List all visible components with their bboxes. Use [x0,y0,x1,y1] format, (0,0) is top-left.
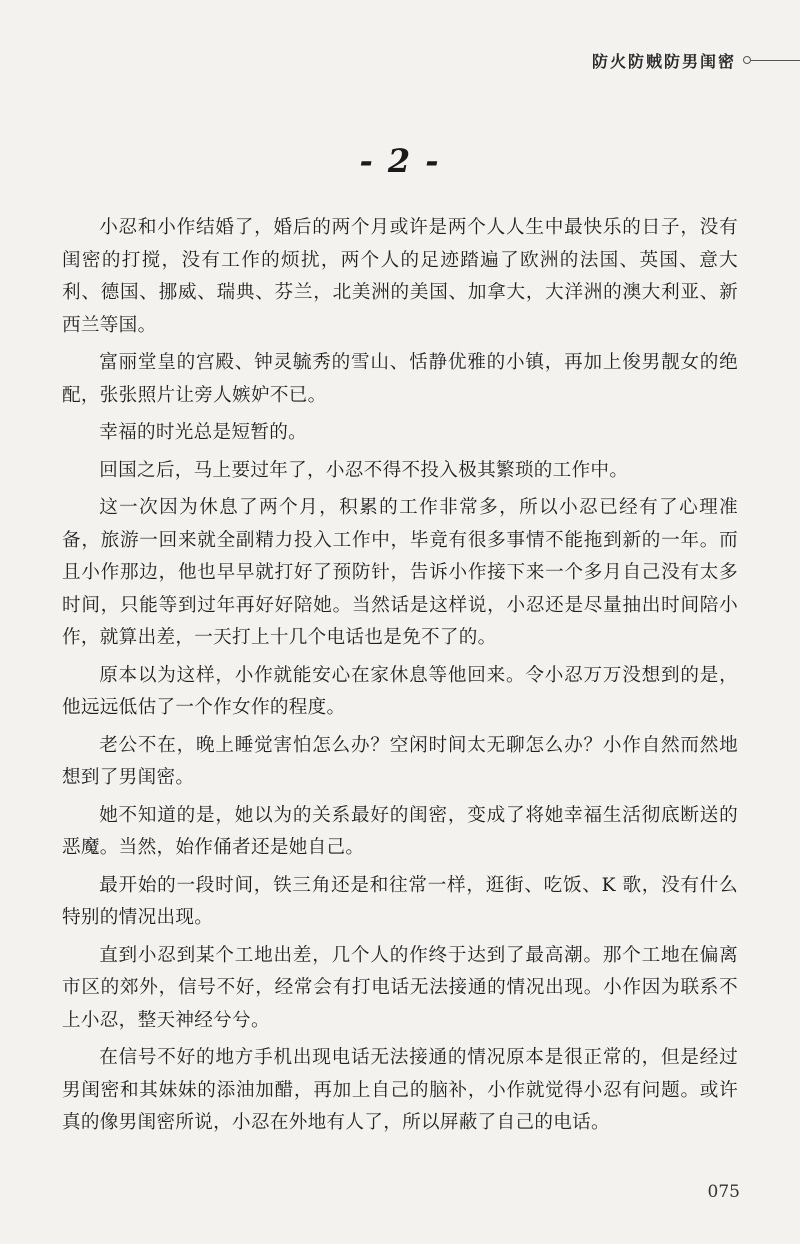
paragraph: 她不知道的是，她以为的关系最好的闺密，变成了将她幸福生活彻底断送的恶魔。当然，始作俑者还是她自己。 [62,804,738,858]
paragraph: 在信号不好的地方手机出现电话无法接通的情况原本是很正常的，但是经过男闺密和其妹妹的添油加醋，再加上自己的脑补，小作就觉得小忍有问题。或许真的像男闺密所说，小忍在外地有人了，所以屏蔽了自己的电话。 [62,1047,738,1133]
page-number: 075 [707,1182,740,1202]
paragraph: 老公不在，晚上睡觉害怕怎么办？空闲时间太无聊怎么办？小作自然而然地想到了男闺密。 [62,734,738,788]
paragraph: 原本以为这样，小作就能安心在家休息等他回来。令小忍万万没想到的是，他远远低估了一个作女作的程度。 [62,664,738,718]
chapter-number: - 2 - [359,142,441,180]
paragraph: 幸福的时光总是短暂的。 [99,422,308,443]
running-header-title: 防火防贼防男闺密 [592,52,737,71]
header-ornament-circle [743,56,751,64]
paragraph: 小忍和小作结婚了，婚后的两个月或许是两个人人生中最快乐的日子，没有闺密的打搅，没有工作的烦扰，两个人的足迹踏遍了欧洲的法国、英国、意大利、德国、挪威、瑞典、芬兰，北美洲的美国、加拿大，大洋洲的澳大利亚、新西兰等国。 [62,217,738,336]
paragraph: 富丽堂皇的宫殿、钟灵毓秀的雪山、恬静优雅的小镇，再加上俊男靓女的绝配，张张照片让旁人嫉妒不已。 [62,352,738,406]
body-text [62,212,738,1145]
running-header [560,48,800,72]
paragraph: 回国之后，马上要过年了，小忍不得不投入极其繁琐的工作中。 [99,459,629,481]
header-rule [751,60,800,61]
paragraph: 这一次因为休息了两个月，积累的工作非常多，所以小忍已经有了心理准备，旅游一回来就全副精力投入工作中，毕竟有很多事情不能拖到新的一年。而且小作那边，他也早早就打好了预防针，告诉小作接下来一个多月自己没有太多时间，只能等到过年再好好陪她。当然话是这样说，小忍还是尽量抽出时间陪小作，就算出差，一天打上十几个电话也是免不了的。 [62,497,738,648]
paragraph: 最开始的一段时间，铁三角还是和往常一样，逛街、吃饭、K 歌，没有什么特别的情况出现。 [62,874,738,928]
paragraph: 直到小忍到某个工地出差，几个人的作终于达到了最高潮。那个工地在偏离市区的郊外，信号不好，经常会有打电话无法接通的情况出现。小作因为联系不上小忍，整天神经兮兮。 [62,944,738,1031]
